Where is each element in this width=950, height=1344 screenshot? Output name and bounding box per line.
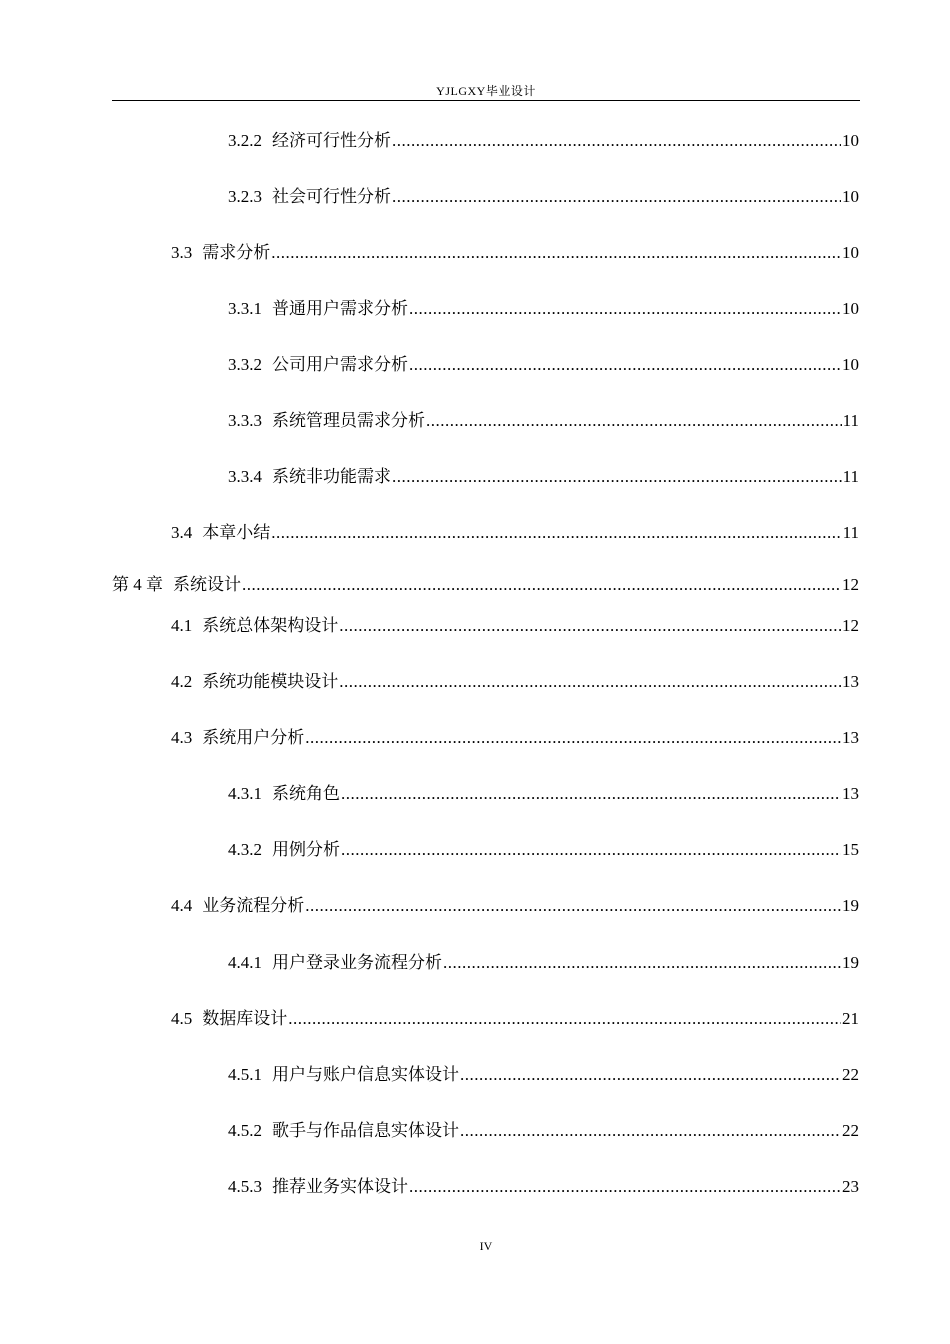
toc-entry[interactable] xyxy=(228,1063,859,1087)
toc-dot-leader xyxy=(339,670,841,694)
toc-entry-page: 15 xyxy=(842,840,859,859)
toc-dot-leader xyxy=(242,573,841,597)
toc-entry-title: 系统管理员需求分析 xyxy=(272,411,425,430)
page-header-title: YJLGXY毕业设计 xyxy=(436,84,536,98)
toc-entry-page: 10 xyxy=(842,131,859,150)
toc-entry-page: 10 xyxy=(842,243,859,262)
toc-entry-number: 3.4 xyxy=(171,523,193,542)
toc-entry-number: 3.3 xyxy=(171,243,193,262)
toc-dot-leader xyxy=(341,782,841,806)
toc-entry-number: 4.1 xyxy=(171,616,193,635)
toc-entry-title: 系统用户分析 xyxy=(202,728,305,747)
toc-entry-page: 10 xyxy=(842,299,859,318)
toc-entry[interactable] xyxy=(171,894,859,918)
toc-entry-title: 系统非功能需求 xyxy=(272,467,391,486)
toc-dot-leader xyxy=(288,1007,841,1031)
page-number-footer: IV xyxy=(479,1239,493,1253)
toc-entry-title: 需求分析 xyxy=(202,243,271,262)
toc-dot-leader xyxy=(460,1063,841,1087)
toc-entry-title: 用户与账户信息实体设计 xyxy=(272,1065,459,1084)
toc-entry[interactable] xyxy=(228,297,859,321)
toc-entry-number: 3.3.4 xyxy=(228,467,262,486)
toc-entry-page: 21 xyxy=(842,1009,859,1028)
toc-entry-title: 用户登录业务流程分析 xyxy=(272,953,442,972)
toc-dot-leader xyxy=(426,409,842,433)
toc-entry-page: 23 xyxy=(842,1177,859,1196)
toc-entry[interactable] xyxy=(228,1175,859,1199)
toc-entry-page: 13 xyxy=(842,728,859,747)
toc-entry-number: 4.4.1 xyxy=(228,953,262,972)
toc-entry-title: 公司用户需求分析 xyxy=(272,355,408,374)
toc-entry-page: 22 xyxy=(842,1121,859,1140)
toc-entry-page: 11 xyxy=(842,467,859,486)
toc-dot-leader xyxy=(392,185,841,209)
toc-entry[interactable] xyxy=(228,185,859,209)
toc-dot-leader xyxy=(341,838,841,862)
toc-entry-page: 13 xyxy=(842,784,859,803)
toc-entry-number: 4.5.2 xyxy=(228,1121,262,1140)
toc-entry-page: 22 xyxy=(842,1065,859,1084)
toc-entry-title: 业务流程分析 xyxy=(202,896,305,915)
toc-entry-number: 4.5 xyxy=(171,1009,193,1028)
toc-entry-number: 4.5.1 xyxy=(228,1065,262,1084)
toc-entry-title: 经济可行性分析 xyxy=(272,131,391,150)
toc-dot-leader xyxy=(443,951,841,975)
toc-entry[interactable] xyxy=(228,838,859,862)
toc-entry-page: 19 xyxy=(842,896,859,915)
toc-entry[interactable] xyxy=(171,614,859,638)
toc-entry-title: 推荐业务实体设计 xyxy=(272,1177,408,1196)
toc-dot-leader xyxy=(339,614,841,638)
toc-entry[interactable] xyxy=(171,726,859,750)
toc-entry[interactable] xyxy=(171,521,859,545)
toc-entry-number: 4.2 xyxy=(171,672,193,691)
toc-entry[interactable] xyxy=(228,1119,859,1143)
toc-entry[interactable] xyxy=(228,129,859,153)
toc-entry-number: 3.2.2 xyxy=(228,131,262,150)
toc-entry[interactable] xyxy=(171,1007,859,1031)
toc-entry-number: 4.5.3 xyxy=(228,1177,262,1196)
toc-dot-leader xyxy=(392,465,842,489)
toc-entry-number: 4.4 xyxy=(171,896,193,915)
toc-entry-title: 数据库设计 xyxy=(202,1009,288,1028)
toc-dot-leader xyxy=(271,521,841,545)
header-divider xyxy=(112,100,860,101)
toc-entry-page: 19 xyxy=(842,953,859,972)
toc-dot-leader xyxy=(409,1175,841,1199)
toc-entry-number: 4.3.1 xyxy=(228,784,262,803)
toc-entry[interactable] xyxy=(228,782,859,806)
toc-dot-leader xyxy=(305,726,841,750)
toc-entry-number: 3.3.2 xyxy=(228,355,262,374)
toc-entry-title: 本章小结 xyxy=(202,523,271,542)
toc-entry-page: 11 xyxy=(842,411,859,430)
toc-entry-title: 普通用户需求分析 xyxy=(272,299,408,318)
toc-entry[interactable] xyxy=(228,951,859,975)
toc-entry-page: 12 xyxy=(842,616,859,635)
toc-entry-page: 12 xyxy=(842,575,859,594)
toc-dot-leader xyxy=(305,894,841,918)
toc-dot-leader xyxy=(392,129,841,153)
toc-entry-number: 4.3.2 xyxy=(228,840,262,859)
toc-entry-page: 13 xyxy=(842,672,859,691)
toc-chapter-title: 系统设计 xyxy=(173,575,241,594)
toc-entry-number: 4.3 xyxy=(171,728,193,747)
toc-entry[interactable] xyxy=(171,241,859,265)
toc-entry-page: 10 xyxy=(842,187,859,206)
toc-entry-title: 系统角色 xyxy=(272,784,340,803)
toc-entry-title: 用例分析 xyxy=(272,840,340,859)
toc-chapter-entry[interactable] xyxy=(112,573,859,597)
toc-dot-leader xyxy=(409,353,841,377)
toc-dot-leader xyxy=(460,1119,841,1143)
toc-entry-title: 歌手与作品信息实体设计 xyxy=(272,1121,459,1140)
toc-chapter-number: 第 4 章 xyxy=(112,575,163,594)
toc-entry-number: 3.3.3 xyxy=(228,411,262,430)
toc-entry-number: 3.2.3 xyxy=(228,187,262,206)
toc-entry-title: 系统功能模块设计 xyxy=(202,672,339,691)
toc-entry-title: 社会可行性分析 xyxy=(272,187,391,206)
toc-dot-leader xyxy=(271,241,841,265)
toc-entry-number: 3.3.1 xyxy=(228,299,262,318)
toc-entry[interactable] xyxy=(228,353,859,377)
toc-entry-page: 10 xyxy=(842,355,859,374)
toc-entry[interactable] xyxy=(171,670,859,694)
toc-entry-page: 11 xyxy=(842,523,859,542)
toc-dot-leader xyxy=(409,297,841,321)
toc-entry-title: 系统总体架构设计 xyxy=(202,616,339,635)
toc-entry[interactable] xyxy=(228,409,859,433)
toc-entry[interactable] xyxy=(228,465,859,489)
